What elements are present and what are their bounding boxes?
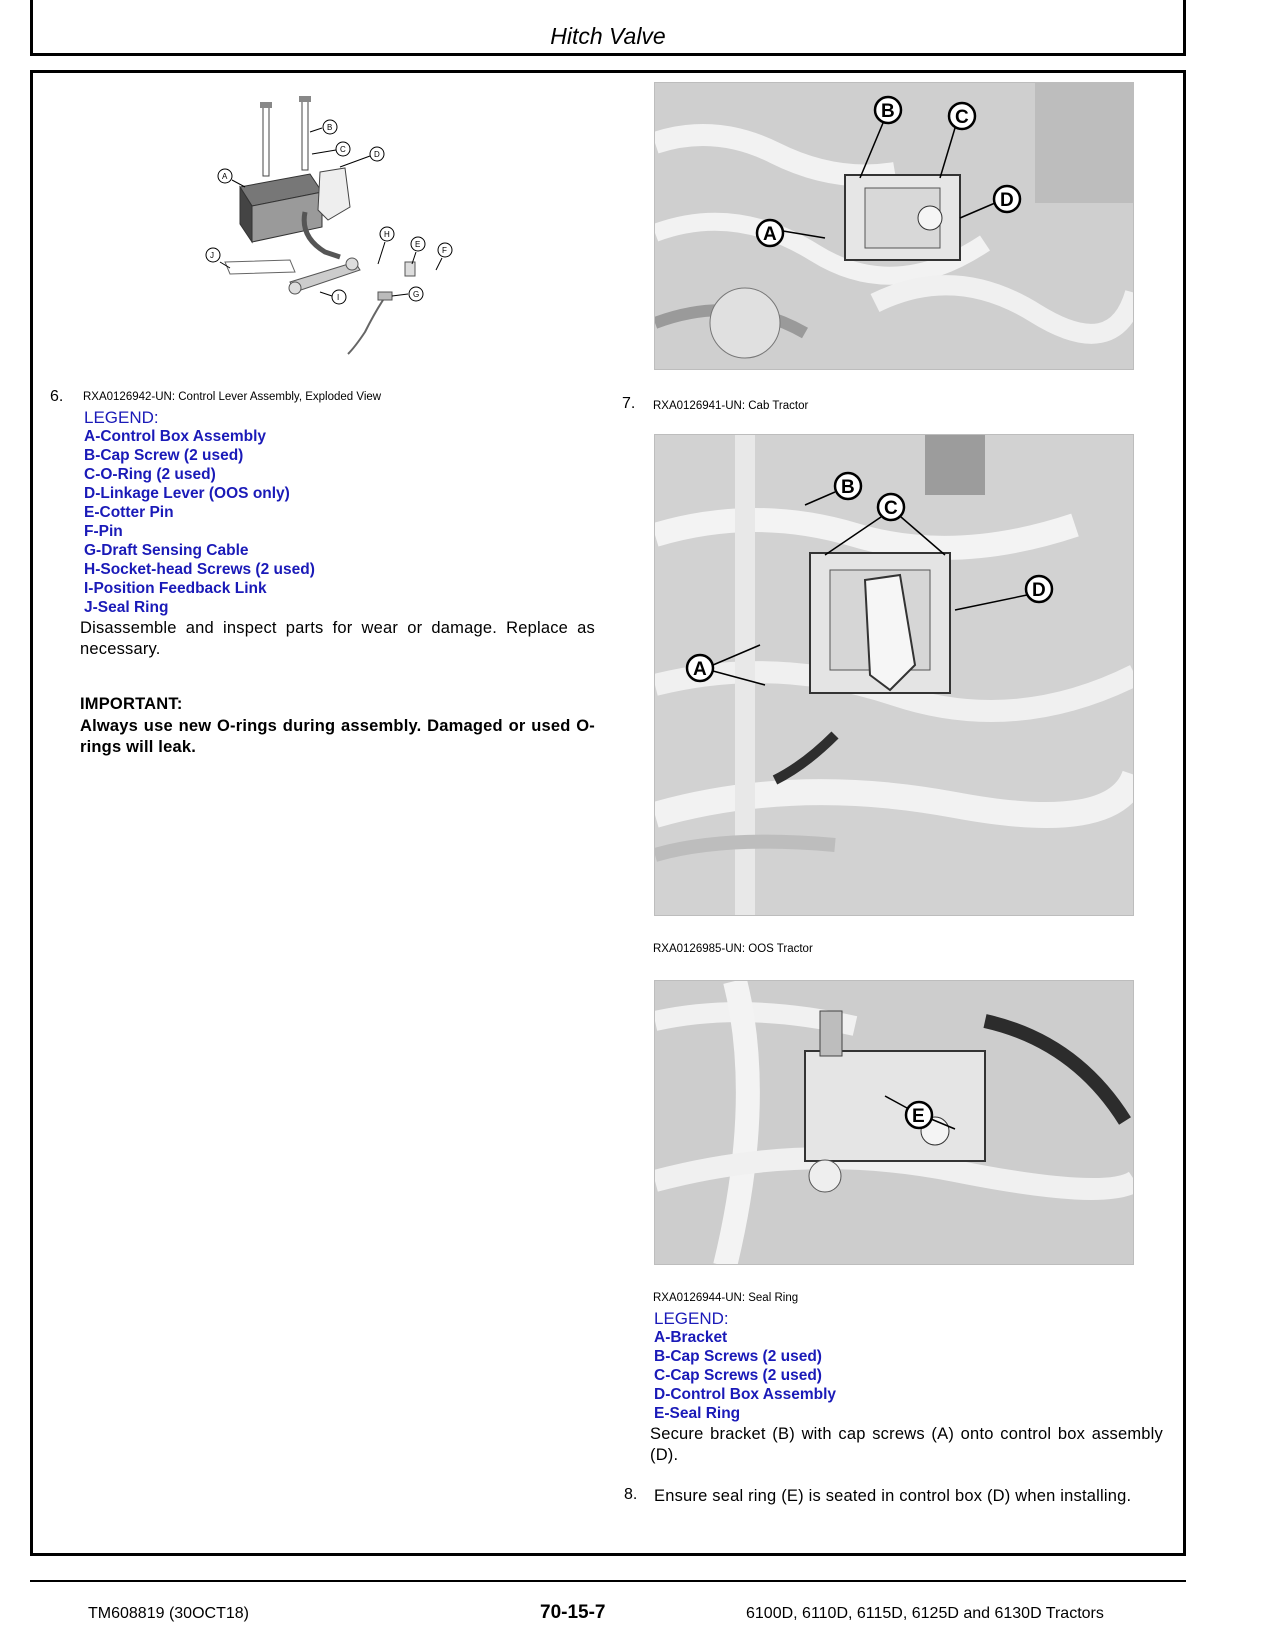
seal-ring-illustration [655, 981, 1134, 1265]
svg-text:F: F [442, 246, 447, 255]
step-6-number: 6. [50, 388, 64, 405]
callout-i [320, 290, 346, 304]
svg-text:C: C [955, 107, 969, 128]
legend-item: F-Pin [84, 523, 123, 540]
callout-e [906, 1102, 932, 1128]
step-7-legend [654, 1309, 1174, 1423]
step-6-legend [84, 408, 604, 617]
cab-tractor-illustration [655, 83, 1134, 370]
svg-text:E: E [415, 240, 421, 249]
exploded-view-caption: RXA0126942-UN: Control Lever Assembly, Exploded View [83, 391, 382, 403]
step-6-instruction: Disassemble and inspect parts for wear or damage. Replace as necessary. [80, 619, 595, 658]
callout-b [310, 120, 337, 134]
important-text: Always use new O-rings during assembly. Damaged or used O-rings will leak. [80, 717, 595, 756]
callout-e [411, 237, 425, 264]
svg-text:H: H [384, 230, 390, 239]
svg-text:D: D [1000, 190, 1014, 211]
step-8-number: 8. [624, 1486, 638, 1503]
legend-item: J-Seal Ring [84, 599, 169, 616]
oos-tractor-illustration [655, 435, 1134, 916]
legend-title: LEGEND: [84, 408, 159, 427]
header-box [30, 0, 1186, 56]
callout-h [378, 227, 394, 264]
oos-tractor-photo [654, 434, 1134, 916]
footer-models: 6100D, 6110D, 6115D, 6125D and 6130D Tractors [746, 1605, 1104, 1622]
callout-c [949, 103, 975, 129]
svg-text:D: D [1032, 580, 1046, 601]
legend-item: C-O-Ring (2 used) [84, 466, 216, 483]
step-7-instruction: Secure bracket (B) with cap screws (A) onto control box assembly (D). [650, 1425, 1163, 1464]
svg-text:A: A [763, 224, 777, 245]
callout-b [875, 97, 901, 123]
callout-d [994, 186, 1020, 212]
footer-page-number: 70-15-7 [540, 1602, 606, 1623]
svg-text:I: I [337, 293, 340, 302]
callout-f [436, 243, 452, 270]
callout-c [312, 142, 350, 156]
legend-item: A-Control Box Assembly [84, 428, 267, 445]
legend-title: LEGEND: [654, 1309, 729, 1328]
legend-item: G-Draft Sensing Cable [84, 542, 249, 559]
svg-text:G: G [413, 290, 420, 299]
oos-tractor-caption: RXA0126985-UN: OOS Tractor [653, 943, 813, 955]
legend-item: E-Cotter Pin [84, 504, 174, 521]
legend-item: D-Linkage Lever (OOS only) [84, 485, 290, 502]
step-7-number: 7. [622, 395, 636, 412]
svg-text:J: J [210, 251, 214, 260]
svg-text:A: A [222, 172, 228, 181]
callout-a [687, 655, 713, 681]
callout-a [757, 220, 783, 246]
exploded-view-drawing [200, 92, 470, 362]
legend-item: B-Cap Screws (2 used) [654, 1348, 822, 1365]
svg-text:A: A [693, 659, 707, 680]
important-label: IMPORTANT: [80, 695, 183, 713]
cab-tractor-photo [654, 82, 1134, 370]
callout-a [218, 169, 245, 187]
callout-b [835, 473, 861, 499]
footer-rule [30, 1580, 1186, 1582]
legend-item: H-Socket-head Screws (2 used) [84, 561, 315, 578]
legend-item: B-Cap Screw (2 used) [84, 447, 244, 464]
legend-item: D-Control Box Assembly [654, 1386, 837, 1403]
legend-item: A-Bracket [654, 1329, 728, 1346]
page-title: Hitch Valve [550, 23, 666, 49]
seal-ring-photo [654, 980, 1134, 1265]
svg-text:C: C [884, 498, 898, 519]
svg-text:B: B [841, 477, 855, 498]
footer-doc-id: TM608819 (30OCT18) [88, 1605, 249, 1622]
step-8-instruction: Ensure seal ring (E) is seated in control box (D) when installing. [654, 1487, 1132, 1505]
callout-g [392, 287, 423, 301]
svg-text:D: D [374, 150, 380, 159]
svg-text:B: B [327, 123, 333, 132]
legend-item: I-Position Feedback Link [84, 580, 267, 597]
exploded-view-figure [200, 92, 470, 362]
cab-tractor-caption: RXA0126941-UN: Cab Tractor [653, 400, 809, 412]
callout-c [878, 494, 904, 520]
legend-item: E-Seal Ring [654, 1405, 741, 1422]
svg-text:C: C [340, 145, 346, 154]
svg-text:E: E [912, 1106, 925, 1127]
seal-ring-caption: RXA0126944-UN: Seal Ring [653, 1292, 799, 1304]
svg-text:B: B [881, 101, 895, 122]
legend-item: C-Cap Screws (2 used) [654, 1367, 822, 1384]
callout-d [1026, 576, 1052, 602]
